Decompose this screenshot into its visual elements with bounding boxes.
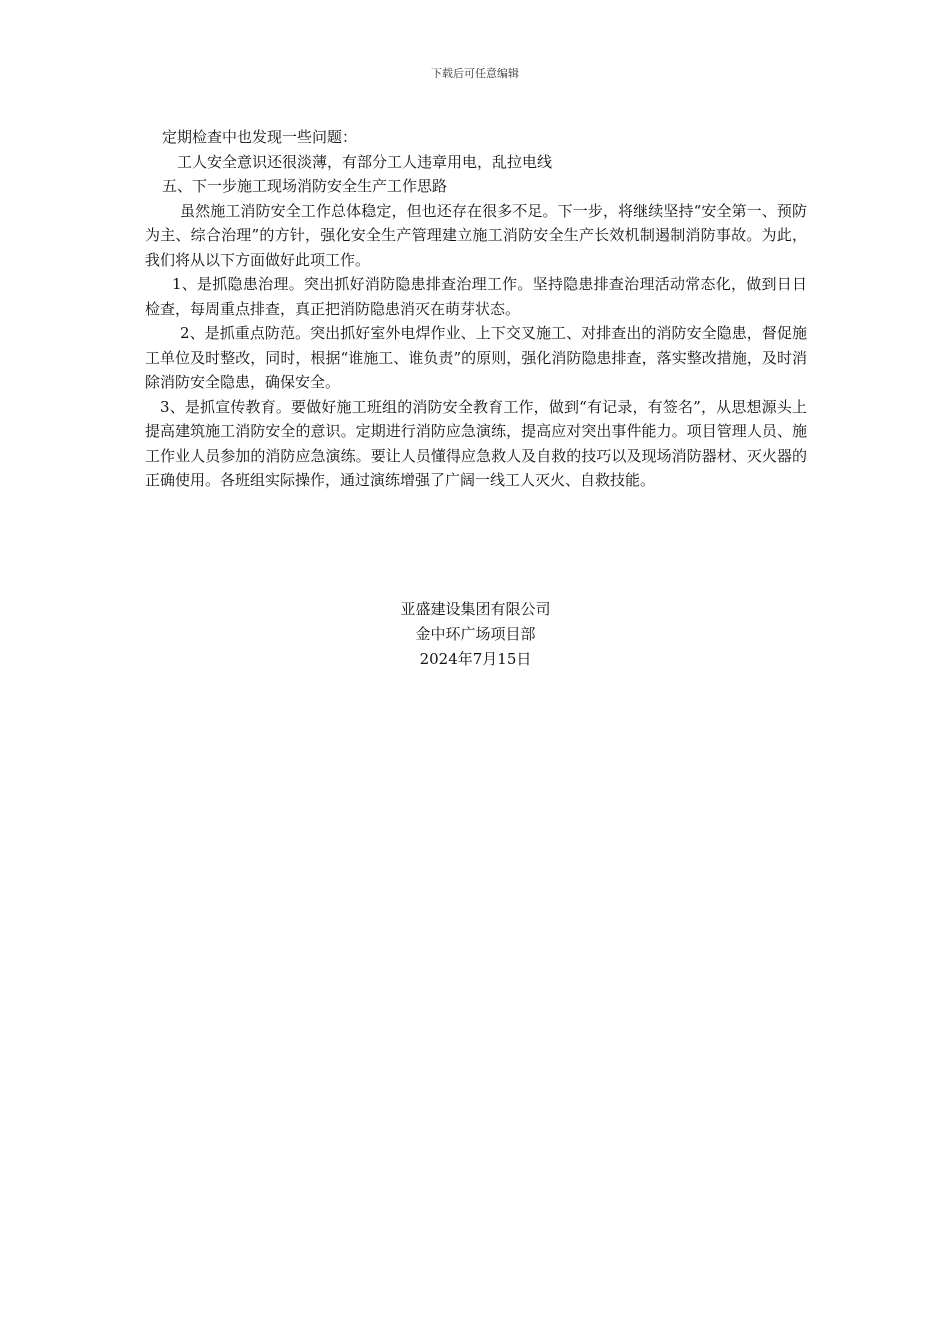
paragraph-overview: 虽然施工消防安全工作总体稳定，但也还存在很多不足。下一步，将继续坚持“安全第一、预防为主、综合治理”的方针，强化安全生产管理建立施工消防安全生产长效机制遏制消防事故。为此，我们将从以下方面做好此项工作。 xyxy=(145,201,807,269)
signature-department: 金中环广场项目部 xyxy=(415,625,536,643)
document-body xyxy=(145,125,807,493)
section-heading-5: 五、下一步施工现场消防安全生产工作思路 xyxy=(162,177,448,195)
signature-company: 亚盛建设集团有限公司 xyxy=(400,600,551,618)
paragraph-issues-intro: 定期检查中也发现一些问题： xyxy=(162,128,358,146)
paragraph-item-1: 1、是抓隐患治理。突出抓好消防隐患排查治理工作。坚持隐患排查治理活动常态化，做到日日检查，每周重点排查，真正把消防隐患消灭在萌芽状态。 xyxy=(145,275,807,318)
header-text: 下载后可任意编辑 xyxy=(431,67,519,80)
signature-block xyxy=(0,597,950,672)
signature-date: 2024年7月15日 xyxy=(419,650,532,668)
paragraph-item-3: 3、是抓宣传教育。要做好施工班组的消防安全教育工作，做到“有记录，有签名”，从思想源头上提高建筑施工消防安全的意识。定期进行消防应急演练，提高应对突出事件能力。项目管理人员、施工作业人员参加的消防应急演练。要让人员懂得应急救人及自救的技巧以及现场消防器材、灭火器的正确使用。各班组实际操作，通过演练增强了广阔一线工人灭火、自救技能。 xyxy=(145,397,807,489)
paragraph-item-2: 2、是抓重点防范。突出抓好室外电焊作业、上下交叉施工、对排查出的消防安全隐患，督促施工单位及时整改，同时，根据“谁施工、谁负责”的原则，强化消防隐患排查，落实整改措施，及时消除消防安全隐患，确保安全。 xyxy=(145,324,807,391)
page-header xyxy=(0,66,950,82)
paragraph-issue-1: 工人安全意识还很淡薄，有部分工人违章用电，乱拉电线 xyxy=(177,152,553,171)
